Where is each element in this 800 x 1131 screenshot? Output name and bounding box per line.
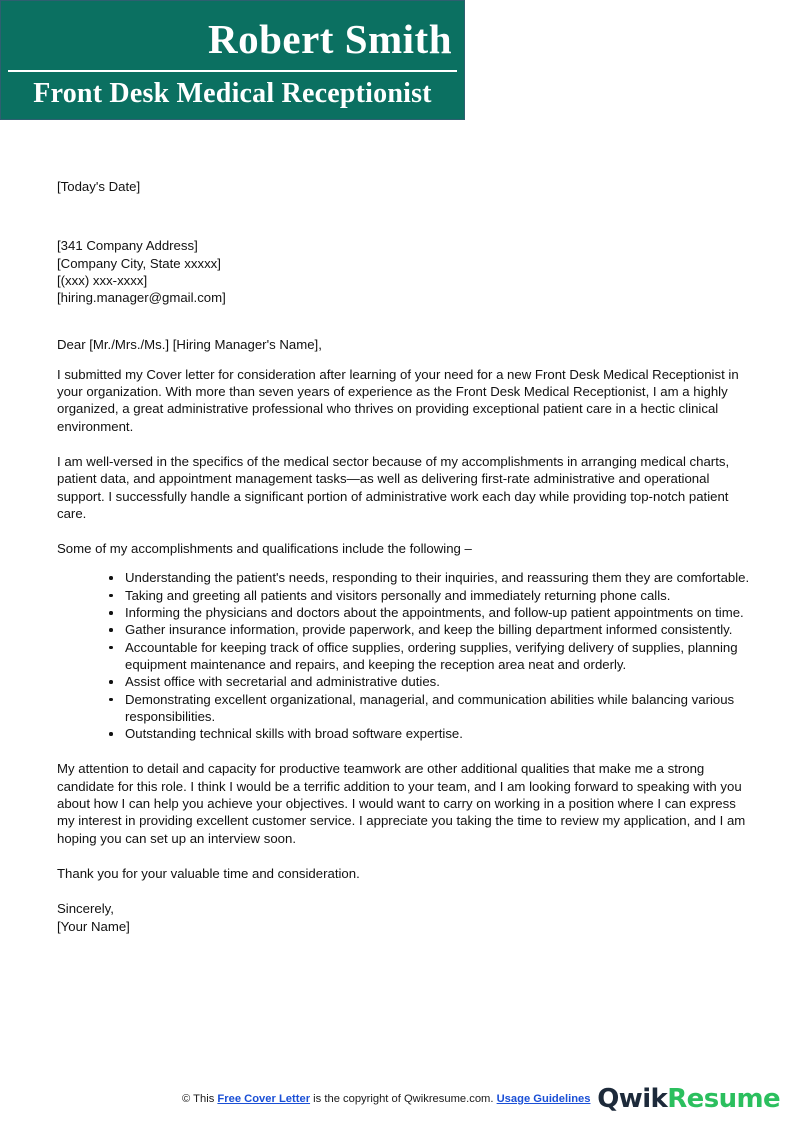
- letter-body: [57, 178, 751, 935]
- salutation: Dear [Mr./Mrs./Ms.] [Hiring Manager's Name],: [57, 337, 322, 353]
- spacer: [57, 847, 751, 865]
- list-item: Understanding the patient's needs, responding to their inquiries, and reassuring them they are comfortable.: [109, 569, 751, 586]
- qwikresume-logo[interactable]: [597, 1084, 780, 1114]
- logo-text-resume: Resume: [667, 1084, 780, 1114]
- list-item: Outstanding technical skills with broad software expertise.: [109, 725, 751, 742]
- logo-text-qwik: Qwik: [597, 1084, 668, 1114]
- list-item: Assist office with secretarial and administrative duties.: [109, 673, 751, 690]
- spacer: [57, 195, 751, 237]
- spacer: [57, 306, 751, 336]
- sign-off: Sincerely,: [57, 901, 114, 917]
- paragraph-experience: I am well-versed in the specifics of the medical sector because of my accomplishments in arranging medical charts, patient data, and appointment management tasks—as well as delivering first-rate administrative and operational support. I successfully handle a significant portion of administrative work each day while providing top-notch patient care.: [57, 453, 730, 521]
- spacer: [57, 354, 751, 366]
- date-placeholder: [Today's Date]: [57, 179, 141, 194]
- thank-you-line: Thank you for your valuable time and consideration.: [57, 865, 360, 881]
- list-item: Demonstrating excellent organizational, managerial, and communication abilities while balancing various responsibilities.: [109, 691, 751, 726]
- list-item: Taking and greeting all patients and visitors personally and immediately returning phone calls.: [109, 587, 751, 604]
- header-banner: [0, 0, 465, 120]
- free-cover-letter-link[interactable]: Free Cover Letter: [217, 1093, 311, 1105]
- list-item: Accountable for keeping track of office supplies, ordering supplies, verifying delivery of supplies, planning equipment maintenance and repairs, and keeping the reception area neat and orderly.: [109, 639, 751, 674]
- copyright-prefix: © This: [182, 1093, 218, 1105]
- candidate-job-title: Front Desk Medical Receptionist: [33, 78, 432, 109]
- spacer: [57, 435, 751, 453]
- candidate-name: Robert Smith: [207, 16, 452, 62]
- accomplishments-list: [57, 569, 751, 742]
- recipient-phone: [(xxx) xxx-xxxx]: [57, 272, 148, 288]
- bullets-intro: Some of my accomplishments and qualifications include the following –: [57, 541, 472, 557]
- usage-guidelines-link[interactable]: Usage Guidelines: [496, 1093, 591, 1105]
- spacer: [57, 742, 751, 760]
- list-item: Gather insurance information, provide paperwork, and keep the billing department informed consistently.: [109, 621, 751, 638]
- signature-placeholder: [Your Name]: [57, 918, 130, 934]
- spacer: [57, 882, 751, 900]
- spacer: [57, 522, 751, 540]
- recipient-address-line-1: [341 Company Address]: [57, 238, 198, 254]
- recipient-address-line-2: [Company City, State xxxxx]: [57, 255, 221, 271]
- spacer: [57, 557, 751, 569]
- paragraph-intro: I submitted my Cover letter for consideration after learning of your need for a new Front Desk Medical Receptionist in your organization. With more than seven years of experience as the Front Desk Medical Receptionist, I am a highly organized, a great administrative professional who thrives on providing exceptional patient care in a hectic clinical environment.: [57, 366, 739, 434]
- list-item: Informing the physicians and doctors about the appointments, and follow-up patient appointments on time.: [109, 604, 751, 621]
- paragraph-closing: My attention to detail and capacity for productive teamwork are other additional qualities that make me a strong candidate for this role. I think I would be a terrific addition to your team, and I am looking forward to speaking with you about how I can help you achieve your objectives. I would want to carry on working in a position where I can express my interest in providing excellent customer service. I appreciate you taking the time to review my application, and I am hoping you can set up an interview soon.: [57, 761, 746, 846]
- copyright-middle: is the copyright of Qwikresume.com.: [310, 1093, 497, 1105]
- recipient-email: [hiring.manager@gmail.com]: [57, 290, 226, 306]
- copyright-notice: [182, 1093, 590, 1105]
- page-footer: [0, 1083, 800, 1131]
